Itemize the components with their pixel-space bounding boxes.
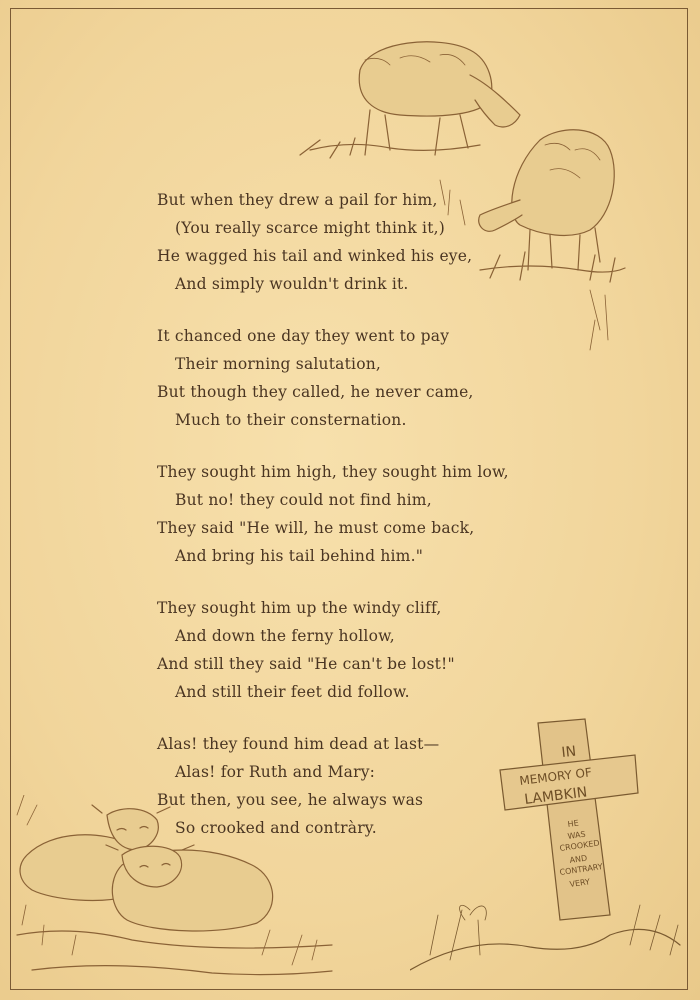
sign-post-word: AND xyxy=(569,853,588,865)
grave-sign-illustration xyxy=(410,715,685,987)
poem-line: They sought him high, they sought him low, xyxy=(157,463,509,481)
sign-post-word: HE xyxy=(567,818,580,829)
poem-line: It chanced one day they went to pay xyxy=(157,327,450,345)
stanza-2 xyxy=(157,322,517,434)
poem-line: And still they said "He can't be lost!" xyxy=(157,655,455,673)
poem-line: Alas! they found him dead at last— xyxy=(157,735,440,753)
sign-top-word: IN xyxy=(560,743,577,761)
poem-line: They said "He will, he must come back, xyxy=(157,519,475,537)
poem-line: (You really scarce might think it,) xyxy=(175,219,446,237)
poem-line: But when they drew a pail for him, xyxy=(157,191,438,209)
stanza-3 xyxy=(157,458,517,570)
sign-memory-line: MEMORY OF xyxy=(518,765,593,788)
stanza-4 xyxy=(157,594,517,706)
poem-line: Much to their consternation. xyxy=(175,411,407,429)
poem-line: Alas! for Ruth and Mary: xyxy=(175,763,376,781)
poem-line: And still their feet did follow. xyxy=(175,683,410,701)
poem-line: They sought him up the windy cliff, xyxy=(157,599,442,617)
poem-line: So crooked and contràry. xyxy=(175,819,377,837)
poem-line: Their morning salutation, xyxy=(175,355,382,373)
poem-line: He wagged his tail and winked his eye, xyxy=(157,247,473,265)
poem-line: But then, you see, he always was xyxy=(157,791,424,809)
poem-line: And down the ferny hollow, xyxy=(175,627,395,645)
sign-name-line: LAMBKIN xyxy=(523,784,589,808)
resting-lambs-illustration xyxy=(12,795,342,990)
poem-line: And simply wouldn't drink it. xyxy=(175,275,409,293)
poem-line: And bring his tail behind him." xyxy=(175,547,424,565)
sign-post-word: CONTRARY xyxy=(559,862,604,877)
sign-post-word: WAS xyxy=(567,829,587,841)
sign-post-word: CROOKED xyxy=(559,838,601,853)
poem-line: But no! they could not find him, xyxy=(175,491,432,509)
stanza-1 xyxy=(157,186,517,298)
poem-line: But though they called, he never came, xyxy=(157,383,474,401)
sign-post-word: VERY xyxy=(569,877,591,889)
